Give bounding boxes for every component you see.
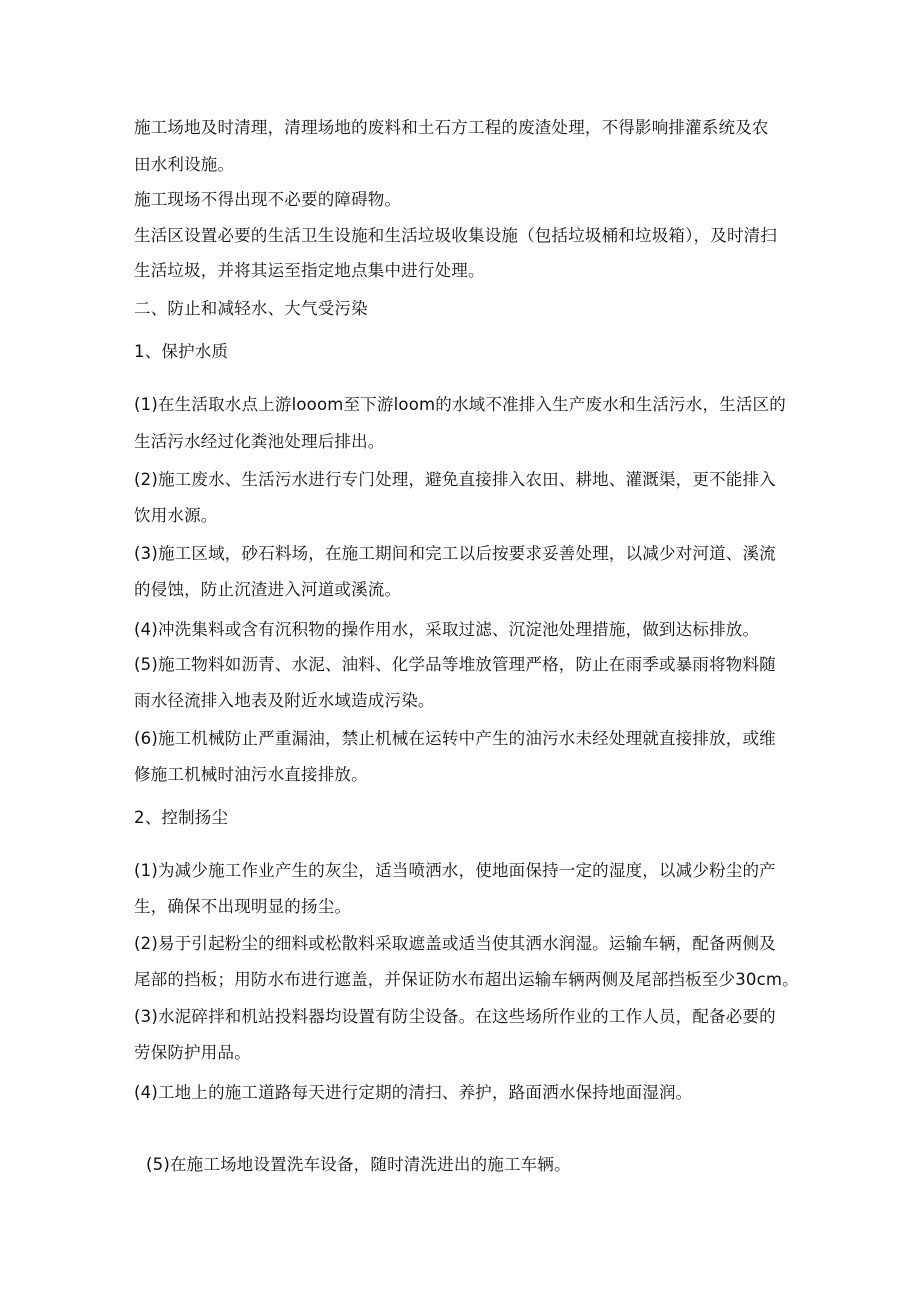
paragraph-line: (1)为减少施工作业产生的灰尘，适当喷洒水，使地面保持一定的湿度，以减少粉尘的产 — [134, 861, 776, 880]
paragraph-line: (5)施工物料如沥青、水泥、油料、化学品等堆放管理严格，防止在雨季或暴雨将物料随 — [134, 655, 776, 674]
paragraph-line: 施工现场不得出现不必要的障碍物。 — [134, 190, 402, 209]
subsection-heading: 1、保护水质 — [134, 342, 229, 361]
paragraph-line: 生活垃圾，并将其运至指定地点集中进行处理。 — [134, 261, 485, 280]
paragraph-line: 劳保防护用品。 — [134, 1043, 251, 1062]
paragraph-line: 修施工机械时油污水直接排放。 — [134, 765, 368, 784]
paragraph-line: (2)施工废水、生活污水进行专门处理，避免直接排入农田、耕地、灌溉渠，更不能排入 — [134, 470, 776, 489]
paragraph-line: (5)在施工场地设置洗车设备，随时清洗进出的施工车辆。 — [146, 1155, 571, 1174]
paragraph-line: 生，确保不出现明显的扬尘。 — [134, 897, 352, 916]
paragraph-line: (4)工地上的施工道路每天进行定期的清扫、养护，路面洒水保持地面湿润。 — [134, 1083, 693, 1102]
paragraph-line: 的侵蚀，防止沉渣进入河道或溪流。 — [134, 580, 402, 599]
paragraph-line: (1)在生活取水点上游looom至下游loom的水域不准排入生产废水和生活污水，生活区的 — [134, 395, 786, 414]
paragraph-line: 饮用水源。 — [134, 506, 218, 525]
paragraph-line: (4)冲洗集料或含有沉积物的操作用水，采取过滤、沉淀池处理措施，做到达标排放。 — [134, 620, 760, 639]
paragraph-line: (2)易于引起粉尘的细料或松散料采取遮盖或适当使其洒水润湿。运输车辆，配备两侧及 — [134, 934, 776, 953]
paragraph-line: 田水利设施。 — [134, 155, 235, 174]
section-heading: 二、防止和减轻水、大气受污染 — [134, 299, 368, 318]
paragraph-line: (3)施工区域，砂石料场，在施工期间和完工以后按要求妥善处理，以减少对河道、溪流 — [134, 544, 776, 563]
paragraph-line: 施工场地及时清理，清理场地的废料和土石方工程的废渣处理，不得影响排灌系统及农 — [134, 118, 769, 137]
paragraph-line: 尾部的挡板；用防水布进行遮盖，并保证防水布超出运输车辆两侧及尾部挡板至少30cm。 — [134, 970, 799, 989]
paragraph-line: 生活污水经过化粪池处理后排出。 — [134, 432, 385, 451]
paragraph-line: (3)水泥碎拌和机站投料器均设置有防尘设备。在这些场所作业的工作人员，配备必要的 — [134, 1007, 776, 1026]
paragraph-line: 生活区设置必要的生活卫生设施和生活垃圾收集设施（包括垃圾桶和垃圾箱），及时清扫 — [134, 226, 778, 245]
subsection-heading: 2、控制扬尘 — [134, 808, 229, 827]
paragraph-line: (6)施工机械防止严重漏油，禁止机械在运转中产生的油污水未经处理就直接排放，或维 — [134, 729, 776, 748]
paragraph-line: 雨水径流排入地表及附近水域造成污染。 — [134, 691, 435, 710]
